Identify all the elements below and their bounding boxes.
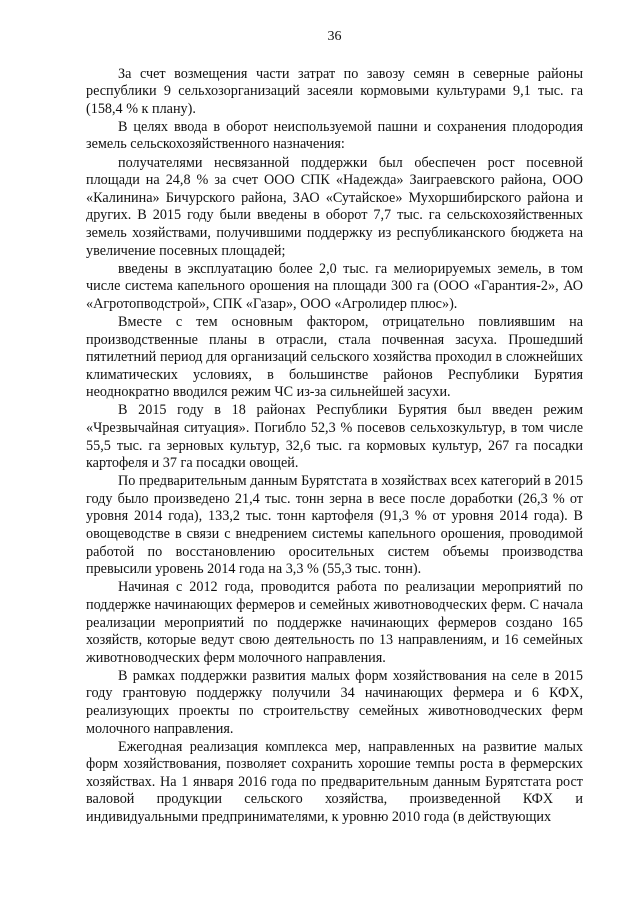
paragraph-small-farms-growth: Ежегодная реализация комплекса мер, направленных на развитие малых форм хозяйствования, позволяет сохранить хорошие темпы роста в фермерских хозяйствах. На 1 января 2016 года по предварительным данным Бурятстата рост валовой продукции сельского хозяйства, произведенной КФХ и индивидуальными предпринимателями, к уровню 2010 года (в действующих — [86, 738, 583, 826]
document-page — [86, 28, 583, 827]
page-number: 36 — [327, 29, 342, 44]
paragraph-unrelated-support: получателями несвязанной поддержки был обеспечен рост посевной площади на 24,8 % за счет ООО СПК «Надежда» Заиграевского района, ООО «Калинина» Бичурского района, ЗАО «Сутайское» Мухоршибирского района и других. В 2015 году были введены в оборот 7,7 тыс. га сельскохозяйственных земель хозяйствами, получившими поддержку из республиканского бюджета на увеличение посевных площадей; — [86, 154, 583, 259]
paragraph-seed-compensation: За счет возмещения части затрат по завозу семян в северные районы республики 9 сельхозорганизаций засеяли кормовыми культурами 9,1 тыс. га (158,4 % к плану). — [86, 65, 583, 117]
paragraph-soil-drought: Вместе с тем основным фактором, отрицательно повлиявшим на производственные планы в отрасли, стала почвенная засуха. Прошедший пятилетний период для организаций сельского хозяйства проходил в сложнейших климатических условиях, в большинстве районов Республики Бурятия неоднократно вводился режим ЧС из-за сильнейшей засухи. — [86, 313, 583, 401]
paragraph-production-data: По предварительным данным Бурятстата в хозяйствах всех категорий в 2015 году было произведено 21,4 тыс. тонн зерна в весе после доработки (26,3 % от уровня 2014 года), 133,2 тыс. тонн картофеля (91,3 % от уровня 2014 года). В овощеводстве в связи с внедрением системы капельного орошения, проводимой работой по восстановлению оросительных систем объемы производства превысили уровень 2014 года на 3,3 % (55,3 тыс. тонн). — [86, 473, 583, 578]
paragraph-irrigated-lands: введены в эксплуатацию более 2,0 тыс. га мелиорируемых земель, в том числе система капельного орошения на площади 300 га (ООО «Гарантия-2», АО «Агротопводстрой», СПК «Газар», ООО «Агролидер плюс»). — [86, 260, 583, 312]
paragraph-land-fertility-intro: В целях ввода в оборот неиспользуемой пашни и сохранения плодородия земель сельскохозяйственного назначения: — [86, 118, 583, 153]
paragraph-grant-support: В рамках поддержки развития малых форм хозяйствования на селе в 2015 году грантовую поддержку получили 34 начинающих фермера и 6 КФХ, реализующих проекты по строительству семейных животноводческих ферм молочного направления. — [86, 667, 583, 737]
paragraph-beginning-farmers: Начиная с 2012 года, проводится работа по реализации мероприятий по поддержке начинающих фермеров и семейных животноводческих ферм. С начала реализации мероприятий по поддержке начинающих фермеров создано 165 хозяйств, которые ведут свою деятельность по 13 направлениям, и 16 семейных животноводческих ферм молочного направления. — [86, 579, 583, 666]
paragraph-emergency-regime: В 2015 году в 18 районах Республики Бурятия был введен режим «Чрезвычайная ситуация». Погибло 52,3 % посевов сельхозкультур, в том числе 55,5 тыс. га зерновых культур, 32,6 тыс. га кормовых культур, 267 га посадки картофеля и 37 га посадки овощей. — [86, 402, 583, 472]
